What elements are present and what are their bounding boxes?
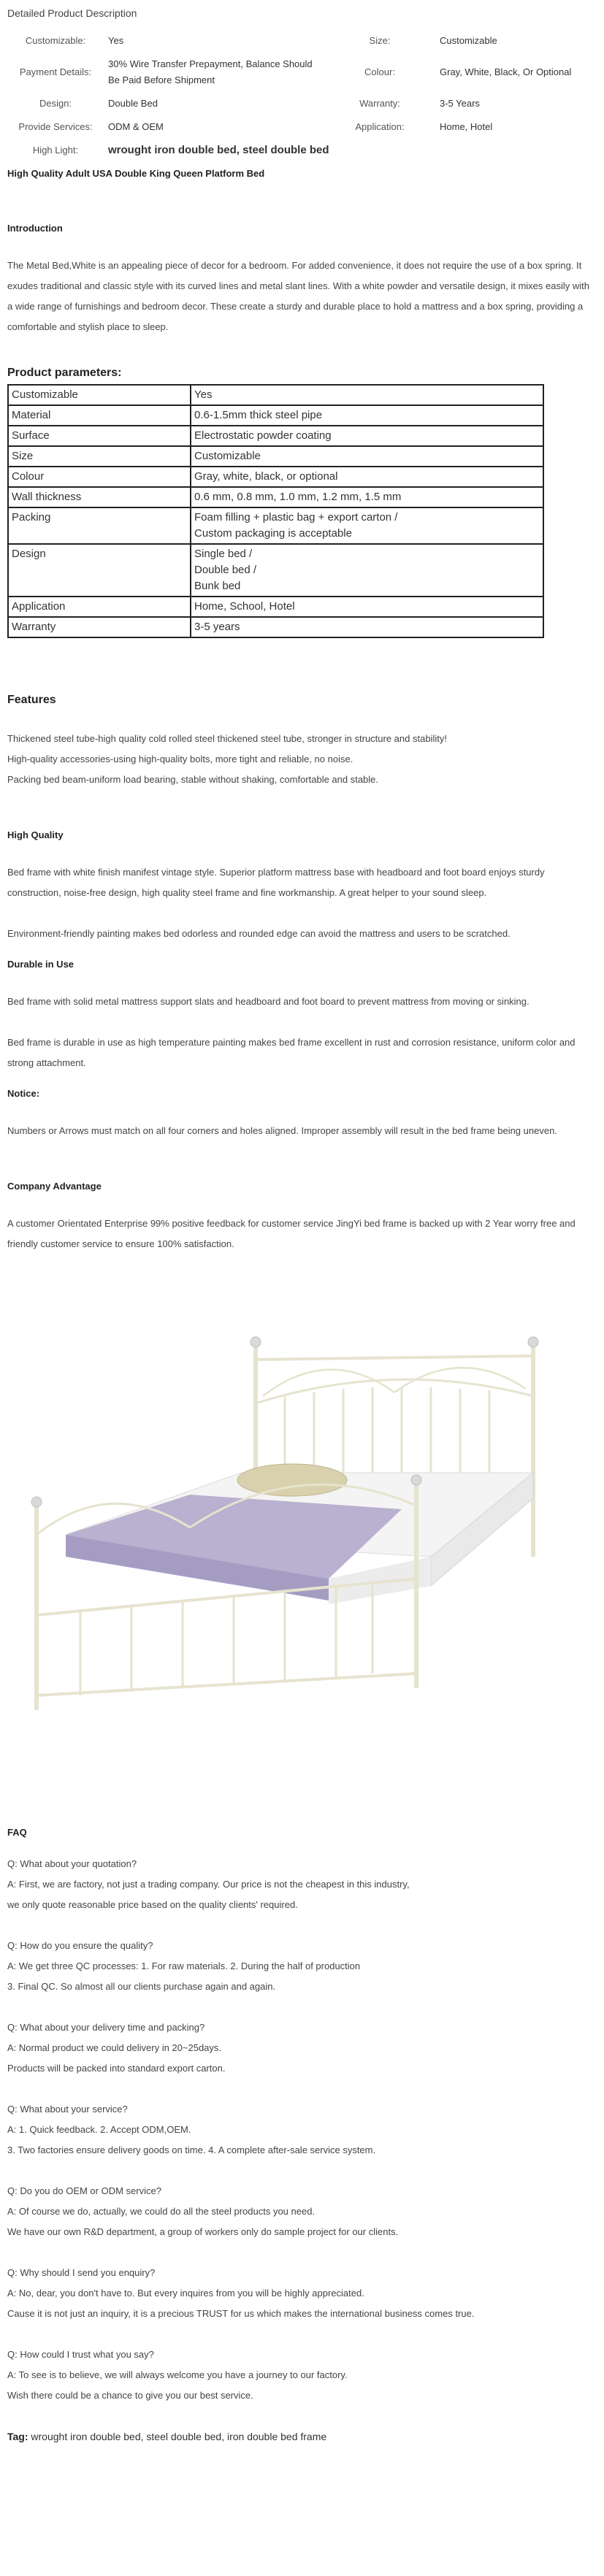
param-value-line: Custom packaging is acceptable bbox=[194, 527, 352, 540]
spec-label: Payment Details: bbox=[19, 66, 92, 77]
param-value-line: Yes bbox=[194, 388, 213, 401]
param-value-line: Single bed / bbox=[194, 548, 253, 560]
spec-value: ODM & OEM bbox=[108, 121, 164, 132]
durable-text-2: Bed frame is durable in use as high temperature painting makes bed frame excellent in rust and corrosion resistance, uniform color and strong attachment. bbox=[7, 1037, 576, 1068]
faq-item bbox=[7, 1854, 597, 1915]
faq-item bbox=[7, 2017, 597, 2079]
spec-label: Application: bbox=[355, 121, 405, 132]
faq-question: Q: Why should I send you enquiry? bbox=[7, 2267, 156, 2278]
param-value bbox=[191, 544, 543, 597]
company-text: A customer Orientated Enterprise 99% positive feedback for customer service JingYi bed frame is backed up with 2 Year worry free and friendly customer service to ensure 100% satisfaction. bbox=[7, 1218, 576, 1249]
param-value bbox=[191, 597, 543, 617]
detail-header: Detailed Product Description bbox=[7, 7, 137, 19]
tag-link[interactable]: iron double bed frame bbox=[226, 2431, 327, 2442]
features-list bbox=[7, 729, 597, 790]
faq-question: Q: What about your service? bbox=[7, 2104, 128, 2115]
spec-label: Warranty: bbox=[359, 98, 400, 109]
durable-title: Durable in Use bbox=[7, 959, 74, 970]
intro-text: The Metal Bed,White is an appealing piece of decor for a bedroom. For added convenience, it does not require the use of a box spring. It exudes traditional and classic style with its curved lines and metal slant lines. With a white powder and versatile design, it mixes easily with a wide range of furnishings and bedroom decor. These create a sturdy and durable place to hold a mattress and a box spring, providing a comfortable and stylish place to sleep. bbox=[7, 260, 589, 332]
faq-answer: A: We get three QC processes: 1. For raw materials. 2. During the half of production bbox=[7, 1960, 361, 1971]
param-value bbox=[191, 405, 543, 426]
param-row bbox=[8, 385, 543, 405]
spec-value: Customizable bbox=[440, 35, 497, 46]
param-value bbox=[191, 446, 543, 467]
faq-question: Q: What about your quotation? bbox=[7, 1858, 137, 1869]
faq-item bbox=[7, 2099, 597, 2161]
faq-answer: A: Normal product we could delivery in 20~25days. bbox=[7, 2042, 222, 2053]
tag-label: Tag: bbox=[7, 2431, 28, 2442]
param-value-line: Double bed / bbox=[194, 564, 257, 576]
headline: High Quality Adult USA Double King Queen Platform Bed bbox=[7, 168, 265, 179]
param-key: Material bbox=[8, 405, 191, 426]
param-value-line: Home, School, Hotel bbox=[194, 600, 295, 613]
notice-title: Notice: bbox=[7, 1088, 40, 1099]
faq-answer: A: 1. Quick feedback. 2. Accept ODM,OEM. bbox=[7, 2124, 191, 2135]
param-value-line: Electrostatic powder coating bbox=[194, 429, 332, 442]
spec-label: Customizable: bbox=[25, 35, 86, 46]
feature-item: Thickened steel tube-high quality cold rolled steel thickened steel tube, stronger in structure and stability! bbox=[7, 733, 447, 744]
spec-value: Home, Hotel bbox=[440, 121, 493, 132]
spec-label: Design: bbox=[39, 98, 72, 109]
company-title: Company Advantage bbox=[7, 1181, 102, 1192]
feature-item: High-quality accessories-using high-quality bolts, more tight and reliable, no noise. bbox=[7, 754, 353, 764]
param-key: Size bbox=[8, 446, 191, 467]
spec-table bbox=[7, 29, 597, 162]
high-light-value: wrought iron double bed, steel double bed bbox=[108, 144, 329, 156]
faq-answer: 3. Final QC. So almost all our clients purchase again and again. bbox=[7, 1981, 276, 1992]
hq-text-2: Environment-friendly painting makes bed odorless and rounded edge can avoid the mattress and users to be scratched. bbox=[7, 928, 511, 939]
param-value-line: Foam filling + plastic bag + export carton / bbox=[194, 511, 398, 524]
spec-value: 3-5 Years bbox=[440, 98, 480, 109]
faq-answer: Cause it is not just an inquiry, it is a precious TRUST for us which makes the international business comes true. bbox=[7, 2308, 475, 2319]
faq-title: FAQ bbox=[7, 1827, 27, 1838]
param-value bbox=[191, 426, 543, 446]
faq-answer: We have our own R&D department, a group of workers only do sample project for our clients. bbox=[7, 2226, 399, 2237]
tag-list: Tag: wrought iron double bed, steel double bed, iron double bed frame bbox=[7, 2431, 327, 2442]
faq-answer: A: To see is to believe, we will always welcome you have a journey to our factory. bbox=[7, 2369, 348, 2380]
param-value-line: 3-5 years bbox=[194, 621, 240, 633]
spec-row bbox=[7, 53, 597, 92]
spec-value: Yes bbox=[108, 35, 124, 46]
param-value bbox=[191, 487, 543, 507]
faq-item bbox=[7, 1936, 597, 1997]
param-row bbox=[8, 467, 543, 487]
params-title: Product parameters: bbox=[7, 367, 122, 379]
spec-value: 30% Wire Transfer Prepayment, Balance Should Be Paid Before Shipment bbox=[108, 58, 313, 85]
faq-question: Q: What about your delivery time and packing? bbox=[7, 2022, 205, 2033]
param-row bbox=[8, 597, 543, 617]
param-value-line: Customizable bbox=[194, 450, 261, 462]
param-key: Customizable bbox=[8, 385, 191, 405]
param-row bbox=[8, 617, 543, 637]
spec-row bbox=[7, 29, 597, 53]
faq-answer: A: First, we are factory, not just a trading company. Our price is not the cheapest in this industry, bbox=[7, 1879, 410, 1890]
hq-text-1: Bed frame with white finish manifest vintage style. Superior platform mattress base with headboard and foot board enjoys sturdy construction, noise-free design, high quality steel frame and fine workmanship. A great helper to your sound sleep. bbox=[7, 867, 545, 898]
tag-link[interactable]: wrought iron double bed bbox=[31, 2431, 141, 2442]
spec-row-highlight bbox=[7, 139, 597, 162]
spec-label: Provide Services: bbox=[18, 121, 93, 132]
param-row bbox=[8, 426, 543, 446]
tag-link[interactable]: steel double bed bbox=[146, 2431, 222, 2442]
params-table bbox=[7, 384, 544, 638]
faq-answer: A: Of course we do, actually, we could do all the steel products you need. bbox=[7, 2206, 316, 2217]
param-row bbox=[8, 544, 543, 597]
param-row bbox=[8, 487, 543, 507]
faq-item bbox=[7, 2263, 597, 2324]
param-value-line: 0.6-1.5mm thick steel pipe bbox=[194, 409, 323, 421]
spec-row bbox=[7, 92, 597, 115]
features-title: Features bbox=[7, 694, 56, 706]
param-key: Application bbox=[8, 597, 191, 617]
faq-item bbox=[7, 2345, 597, 2406]
spec-label: Size: bbox=[369, 35, 391, 46]
param-value bbox=[191, 385, 543, 405]
param-value-line: Gray, white, black, or optional bbox=[194, 470, 338, 483]
spec-value: Gray, White, Black, Or Optional bbox=[440, 66, 572, 77]
param-row bbox=[8, 446, 543, 467]
faq-answer: we only quote reasonable price based on the quality clients' required. bbox=[7, 1899, 298, 1910]
param-key: Warranty bbox=[8, 617, 191, 637]
param-key: Colour bbox=[8, 467, 191, 487]
intro-title: Introduction bbox=[7, 223, 63, 234]
durable-text-1: Bed frame with solid metal mattress support slats and headboard and foot board to prevent mattress from moving or sinking. bbox=[7, 996, 530, 1007]
faq-question: Q: How do you ensure the quality? bbox=[7, 1940, 153, 1951]
faq-item bbox=[7, 2181, 597, 2242]
faq-answer: A: No, dear, you don't have to. But every inquires from you will be highly appreciated. bbox=[7, 2288, 364, 2299]
hq-title: High Quality bbox=[7, 829, 64, 840]
param-row bbox=[8, 507, 543, 544]
param-key: Design bbox=[8, 544, 191, 597]
faq-question: Q: How could I trust what you say? bbox=[7, 2349, 154, 2360]
faq-answer: 3. Two factories ensure delivery goods on time. 4. A complete after-sale service system. bbox=[7, 2144, 376, 2155]
param-row bbox=[8, 405, 543, 426]
param-key: Wall thickness bbox=[8, 487, 191, 507]
spec-value: Double Bed bbox=[108, 98, 158, 109]
param-value bbox=[191, 467, 543, 487]
faq-question: Q: Do you do OEM or ODM service? bbox=[7, 2185, 161, 2196]
spec-row bbox=[7, 115, 597, 139]
faq-answer: Products will be packed into standard export carton. bbox=[7, 2063, 226, 2074]
bed-illustration bbox=[22, 1316, 577, 1725]
param-key: Packing bbox=[8, 507, 191, 544]
param-value bbox=[191, 617, 543, 637]
spec-label: Colour: bbox=[364, 66, 395, 77]
param-key: Surface bbox=[8, 426, 191, 446]
notice-text: Numbers or Arrows must match on all four corners and holes aligned. Improper assembly will result in the bed frame being uneven. bbox=[7, 1125, 557, 1136]
faq-answer: Wish there could be a chance to give you our best service. bbox=[7, 2390, 253, 2401]
param-value-line: Bunk bed bbox=[194, 580, 241, 592]
param-value-line: 0.6 mm, 0.8 mm, 1.0 mm, 1.2 mm, 1.5 mm bbox=[194, 491, 402, 503]
feature-item: Packing bed beam-uniform load bearing, stable without shaking, comfortable and stable. bbox=[7, 774, 379, 785]
high-light-label: High Light: bbox=[32, 145, 79, 156]
param-value bbox=[191, 507, 543, 544]
faq-list bbox=[7, 1854, 597, 2406]
product-photo bbox=[22, 1316, 577, 1725]
